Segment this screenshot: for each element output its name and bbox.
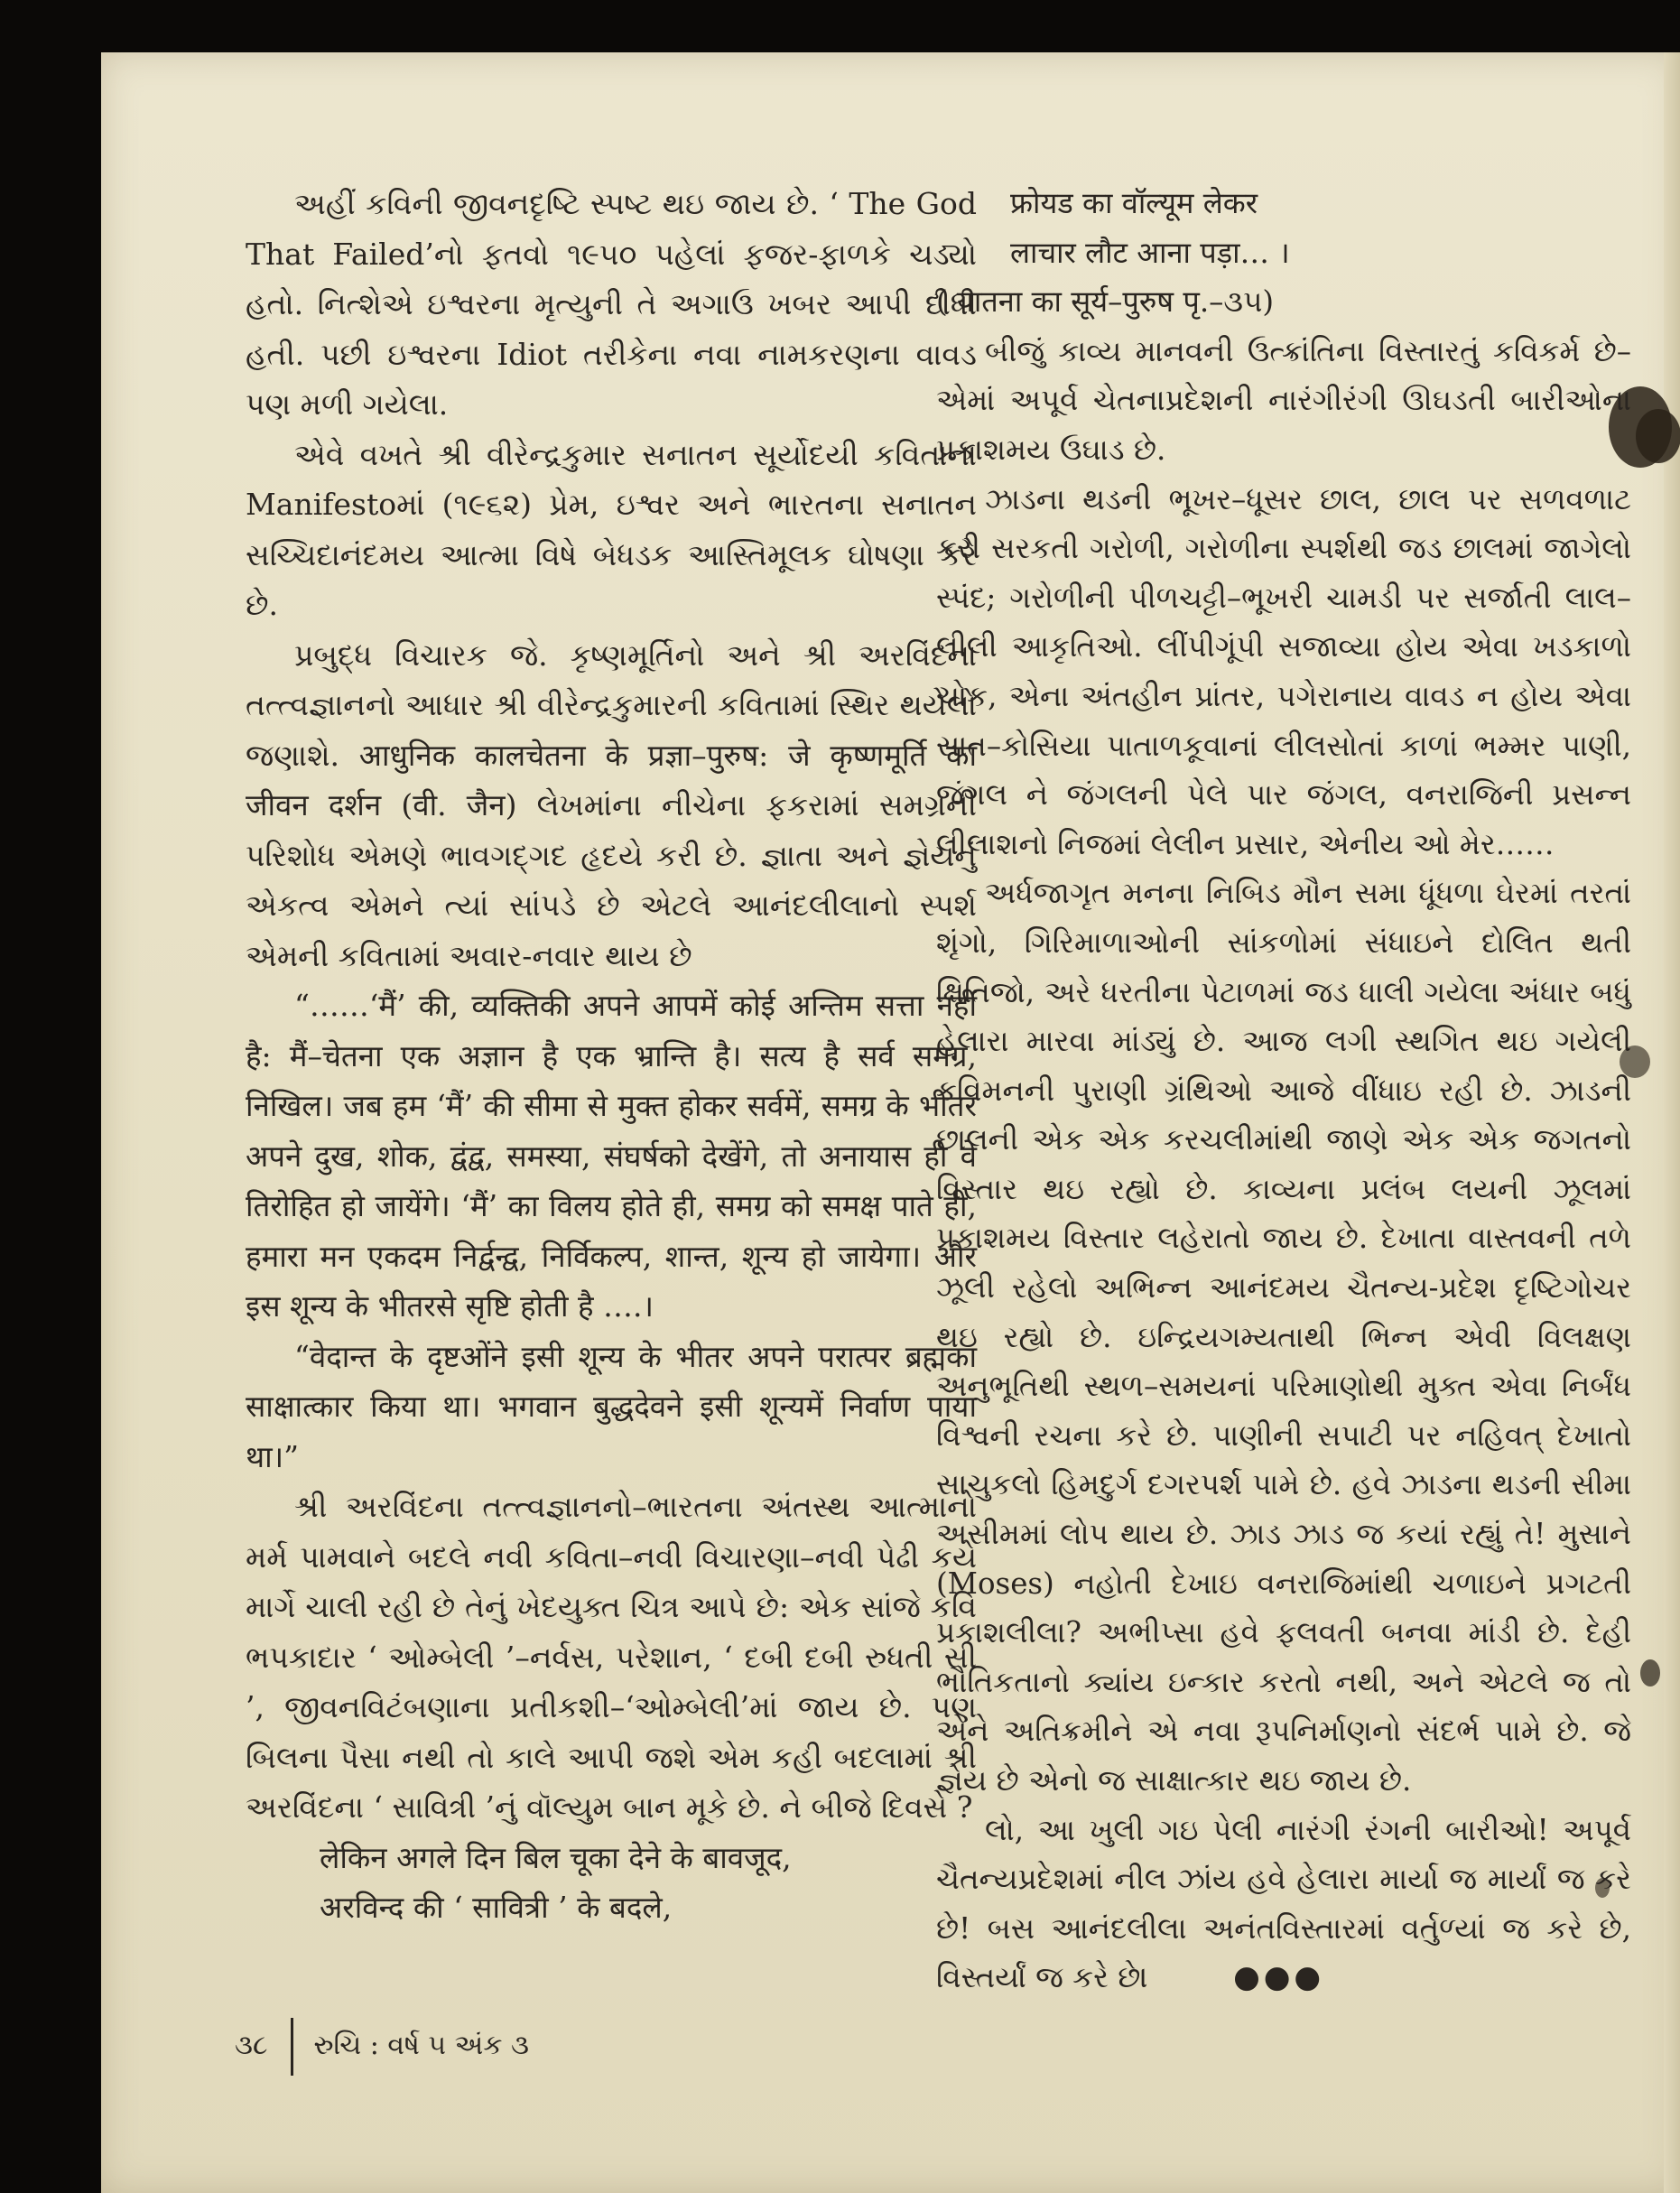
paragraph	[936, 228, 1631, 278]
paragraph	[246, 1882, 977, 1933]
left-column	[246, 179, 977, 1933]
paragraph-text: અહીં કવિની જીવનદૃષ્ટિ સ્પષ્ટ થઇ જાય છે. ‘ The God That Failed’નો ફતવો ૧૯૫૦ પહેલાં ફજર-ફાળકે ચડ્યો હતો. નિત્શેએ ઇશ્વરના મૃત્યુની તે અગાઉ ખબર આપી દીધી હતી. પછી ઇશ્વરના Idiot તરીકેના નવા નામકરણના વાવડ પણ મળી ગયેલા.	[246, 186, 977, 422]
paragraph	[246, 430, 977, 630]
paragraph-text: लेकिन अगले दिन बिल चूका देने के बावजूद,	[320, 1839, 792, 1875]
paragraph	[246, 630, 977, 981]
paragraph-text: ( यातना का सूर्य–पुरुष पृ.–૩૫)	[936, 284, 1275, 320]
magazine-page	[101, 52, 1680, 2193]
paragraph	[936, 475, 1631, 869]
ink-stain	[1636, 409, 1680, 463]
end-mark: ●●●	[1233, 1959, 1325, 1996]
paragraph	[246, 179, 977, 430]
paragraph	[936, 327, 1631, 475]
page-edge	[1664, 52, 1680, 2193]
paragraph-text: फ्रोयड का वॉल्यूम लेकर	[1010, 186, 1258, 220]
paragraph-text: પ્રબુદ્ધ વિચારક જે. કૃષ્ણમૂર્તિનો અને શ્રી અરવિંદના તત્ત્વજ્ઞાનનો આધાર શ્રી વીરેન્દ્રકુમારની કવિતામાં સ્થિર થયેલો જણાશે. आधुनिक कालचेतना के प्रज्ञा–पुरुष: जे कृष्णमूर्ति का जीवन दर्शन (वी. जैन) લેખમાંના નીચેના ફકરામાં સમગ્રની પરિશોધ એમણે ભાવગદ્ગદ હૃદયે કરી છે. જ્ઞાતા અને જ્ઞેયનું એકત્વ એમને ત્યાં સાંપડે છે એટલે આનંદલીલાનો સ્પર્શ એમની કવિતામાં અવાર-નવાર થાય છે	[246, 637, 977, 973]
paragraph	[246, 1482, 977, 1833]
ink-stain	[1640, 1659, 1660, 1687]
paragraph-text: ઝાડના થડની ભૂખર–ધૂસર છાલ, છાલ પર સળવળાટ કરી સરકતી ગરોળી, ગરોળીના સ્પર્શથી જડ છાલમાં જાગેલો સ્પંદ; ગરોળીની પીળચટ્ટી–ભૂખરી ચામડી પર સર્જાતી લાલ–લીલી આકૃતિઓ. લીંપીગૂંપી સજાવ્યા હોય એવા ખડકાળો ચોક, એના અંતહીન પ્રાંતર, પગેરાનાય વાવડ ન હોય એવા સાત–કોસિયા પાતાળકૂવાનાં લીલસોતાં કાળાં ભમ્મર પાણી, જંગલ ને જંગલની પેલે પાર જંગલ, વનરાજિની પ્રસન્ન લીલાશનો નિજમાં લેલીન પ્રસાર, એનીય ઓ મેર……	[936, 481, 1631, 861]
paragraph-text: अरविन्द की ‘ सावित्री ’ के बदले,	[320, 1890, 673, 1925]
paragraph-text: શ્રી અરવિંદના તત્ત્વજ્ઞાનનો–ભારતના અંતસ્થ આત્માનો મર્મ પામવાને બદલે નવી કવિતા–નવી વિચારણા–નવી પેઢી કયે માર્ગે ચાલી રહી છે તેનું ખેદયુક્ત ચિત્ર આપે છે: એક સાંજે કવિ ભપકાદાર ‘ ઓમ્બેલી ’–નર્વસ, પરેશાન, ‘ દબી દબી રુધતી સી ’, જીવનવિટંબણાના પ્રતીકશી–‘ઓમ્બેલી’માં જાય છે. પણ બિલના પૈસા નથી તો કાલે આપી જશે એમ કહી બદલામાં શ્રી અરવિંદના ‘ સાવિત્રી ’નું વૉલ્યુમ બાન મૂકે છે. ને બીજે દિવસે ?	[246, 1489, 977, 1825]
paragraph	[936, 277, 1631, 327]
paragraph-text: લો, આ ખુલી ગઇ પેલી નારંગી રંગની બારીઓ! અપૂર્વ ચૈતન્યપ્રદેશમાં નીલ ઝાંય હવે હેલારા માર્યા જ માર્યાં જ કરે છે! બસ આનંદલીલા અનંતવિસ્તારમાં વર્તુળ્યાં જ કરે છે, વિસ્તર્યાં જ કરે છે।	[936, 1812, 1631, 1995]
footer-divider	[291, 2018, 293, 2076]
paragraph	[246, 980, 977, 1332]
paragraph-text: “वेदान्त के दृष्टओंने इसी शून्य के भीतर अपने परात्पर ब्रह्मका साक्षात्कार किया था। भगवान बुद्धदेवने इसी शून्यमें निर्वाण पाया था।”	[246, 1338, 977, 1474]
paragraph-text: બીજું કાવ્ય માનવની ઉત્ક્રાંતિના વિસ્તારતું કવિકર્મ છે–એમાં અપૂર્વ ચેતનાપ્રદેશની નારંગીરંગી ઊઘડતી બારીઓના પ્રકાશમય ઉઘાડ છે.	[936, 333, 1631, 467]
paragraph-text: એવે વખતે શ્રી વીરેન્દ્રકુમાર સનાતન સૂર્યોદયી કવિતાના Manifestoમાં (૧૯૬૨) પ્રેમ, ઇશ્વર અને ભારતના સનાતન સચ્ચિદાનંદમય આત્મા વિષે બેધડક આસ્તિમૂલક ઘોષણા કરે છે.	[246, 436, 977, 622]
journal-issue: રુચિ : વર્ષ ૫ અંક ૩	[313, 2030, 530, 2061]
page-number: ૩૮	[235, 2030, 268, 2061]
paragraph	[936, 869, 1631, 1805]
paragraph	[246, 1833, 977, 1883]
paragraph	[936, 179, 1631, 228]
paragraph-text: અર્ધજાગૃત મનના નિબિડ મૌન સમા ધૂંધળા ઘેરમાં તરતાં શૃંગો, ગિરિમાળાઓની સાંકળોમાં સંધાઇને દોલિત થતી ક્ષિતિજો, અરે ધરતીના પેટાળમાં જડ ધાલી ગયેલા અંધાર બધું હેલારા મારવા માંડ્યું છે. આજ લગી સ્થગિત થઇ ગયેલી કવિમનની પુરાણી ગ્રંથિઓ આજે વીંધાઇ રહી છે. ઝાડની છાલની એક એક કરચલીમાંથી જાણે એક એક જગતનો વિસ્તાર થઇ રહ્યો છે. કાવ્યના પ્રલંબ લયની ઝૂલમાં પ્રકાશમય વિસ્તાર લહેરાતો જાય છે. દેખાતા વાસ્તવની તળે ઝૂલી રહેલો અભિન્ન આનંદમય ચૈતન્ય-પ્રદેશ દૃષ્ટિગોચર થઇ રહ્યો છે. ઇન્દ્રિયગમ્યતાથી ભિન્ન એવી વિલક્ષણ અનુભૂતિથી સ્થળ–સમયનાં પરિમાણોથી મુક્ત એવા નિર્બંધ વિશ્વની રચના કરે છે. પાણીની સપાટી પર નહિવત્ દેખાતો સાચુકલો હિમદુર્ગ દગરપર્શ પામે છે. હવે ઝાડના થડની સીમા અસીમમાં લોપ થાય છે. ઝાડ ઝાડ જ કયાં રહ્યું તે! મુસાને (Moses) નહોતી દેખાઇ વનરાજિમાંથી ચળાઇને પ્રગટતી પ્રકાશલીલા? અભીપ્સા હવે ફલવતી બનવા માંડી છે. દેહી ભૌતિકતાનો ક્યાંય ઇન્કાર કરતો નથી, અને એટલે જ તો એને અતિક્રમીને એ નવા રૂપનિર્માણનો સંદર્ભ પામે છે. જે જ્ઞેય છે એનો જ સાક્ષાત્કાર થઇ જાય છે.	[936, 876, 1631, 1798]
paragraph	[936, 1806, 1631, 2003]
page-footer	[235, 2018, 529, 2076]
paragraph-text: “……‘मैं’ की, व्यक्तिकी अपने आपमें कोई अन्तिम सत्ता नहीं है: मैं–चेतना एक अज्ञान है एक भ्रान्ति है। सत्य है सर्व समग्र, निखिल। जब हम ‘मैं’ की सीमा से मुक्त होकर सर्वमें, समग्र के भीतर अपने दुख, शोक, द्वंद्व, समस्या, संघर्षको देखेंगे, तो अनायास ही वे तिरोहित हो जायेंगे। ‘मैं’ का विलय होते ही, समग्र को समक्ष पाते ही, हमारा मन एकदम निर्द्वन्द्व, निर्विकल्प, शान्त, शून्य हो जायेगा। और इस शून्य के भीतरसे सृष्टि होती है ….।	[246, 988, 977, 1324]
paragraph-text: लाचार लौट आना पड़ा… ।	[1010, 235, 1290, 270]
paragraph	[246, 1332, 977, 1482]
right-column	[936, 179, 1631, 2003]
